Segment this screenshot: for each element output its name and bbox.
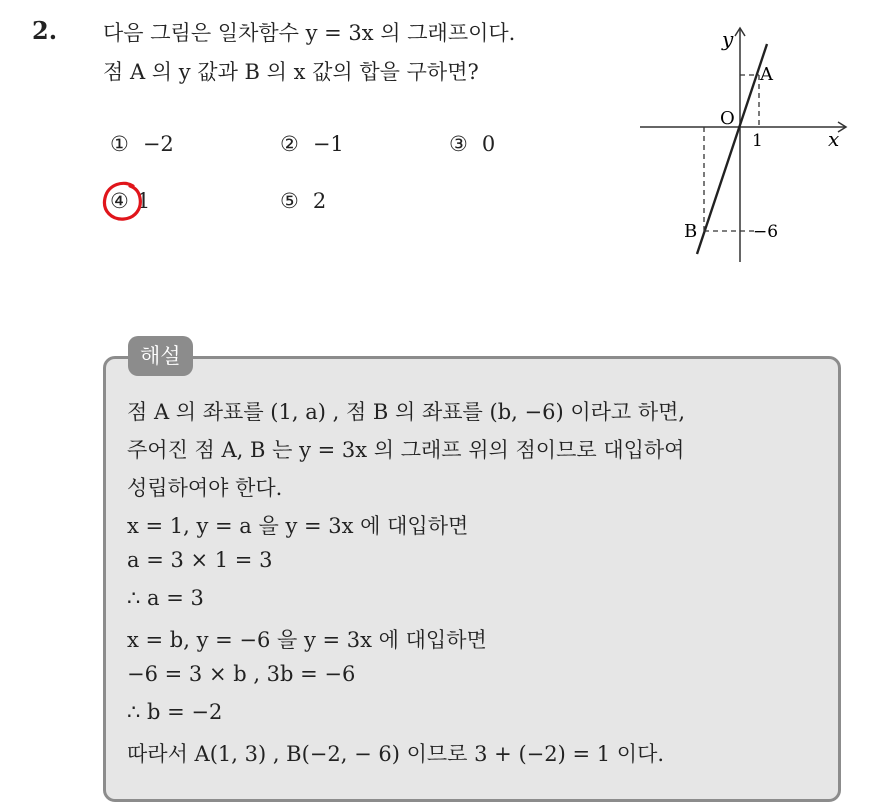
- solution-tag: 해설: [128, 336, 193, 376]
- choice-2[interactable]: [280, 132, 344, 156]
- choice-2-value: −1: [312, 132, 344, 156]
- y-axis-label: y: [722, 27, 734, 51]
- x-axis-label: x: [828, 127, 840, 151]
- solution-line-1: 점 A 의 좌표를 (1, a) , 점 B 의 좌표를 (b, −6) 이라고 하면,: [127, 400, 686, 424]
- choice-1[interactable]: [110, 132, 174, 156]
- solution-line-7: x = b, y = −6 을 y = 3x 에 대입하면: [127, 628, 487, 652]
- point-a-label: A: [760, 64, 773, 85]
- solution-line-8: −6 = 3 × b , 3b = −6: [127, 662, 356, 686]
- choice-5[interactable]: [280, 189, 326, 213]
- y-tick-label: −6: [753, 222, 779, 242]
- choice-1-mark: ①: [110, 132, 129, 156]
- solution-line-3: 성립하여야 한다.: [127, 476, 283, 500]
- question-number: 2.: [32, 16, 58, 45]
- choice-5-value: 2: [312, 189, 327, 213]
- choice-4-value: 1: [136, 189, 151, 213]
- choice-2-mark: ②: [280, 132, 299, 156]
- choice-3-mark: ③: [449, 132, 468, 156]
- choice-4-mark: ④: [110, 189, 129, 213]
- solution-line-2: 주어진 점 A, B 는 y = 3x 의 그래프 위의 점이므로 대입하여: [127, 438, 685, 462]
- solution-line-6: ∴ a = 3: [127, 586, 204, 610]
- origin-label: O: [720, 108, 735, 129]
- choice-5-mark: ⑤: [280, 189, 299, 213]
- solution-line-5: a = 3 × 1 = 3: [127, 548, 273, 572]
- linear-function-graph: [640, 24, 850, 264]
- choice-3-value: 0: [481, 132, 496, 156]
- question-text-line1: 다음 그림은 일차함수 y = 3x 의 그래프이다.: [103, 21, 516, 45]
- solution-line-9: ∴ b = −2: [127, 700, 223, 724]
- solution-line-4: x = 1, y = a 을 y = 3x 에 대입하면: [127, 514, 469, 538]
- answer-circle-mark: [100, 178, 146, 224]
- solution-line-10: 따라서 A(1, 3) , B(−2, − 6) 이므로 3 + (−2) = 1 이다.: [127, 742, 665, 766]
- question-text-line2: 점 A 의 y 값과 B 의 x 값의 합을 구하면?: [103, 60, 479, 84]
- choice-3[interactable]: [449, 132, 495, 156]
- x-tick-label: 1: [752, 131, 763, 151]
- choice-1-value: −2: [142, 132, 174, 156]
- point-b-label: B: [684, 221, 698, 242]
